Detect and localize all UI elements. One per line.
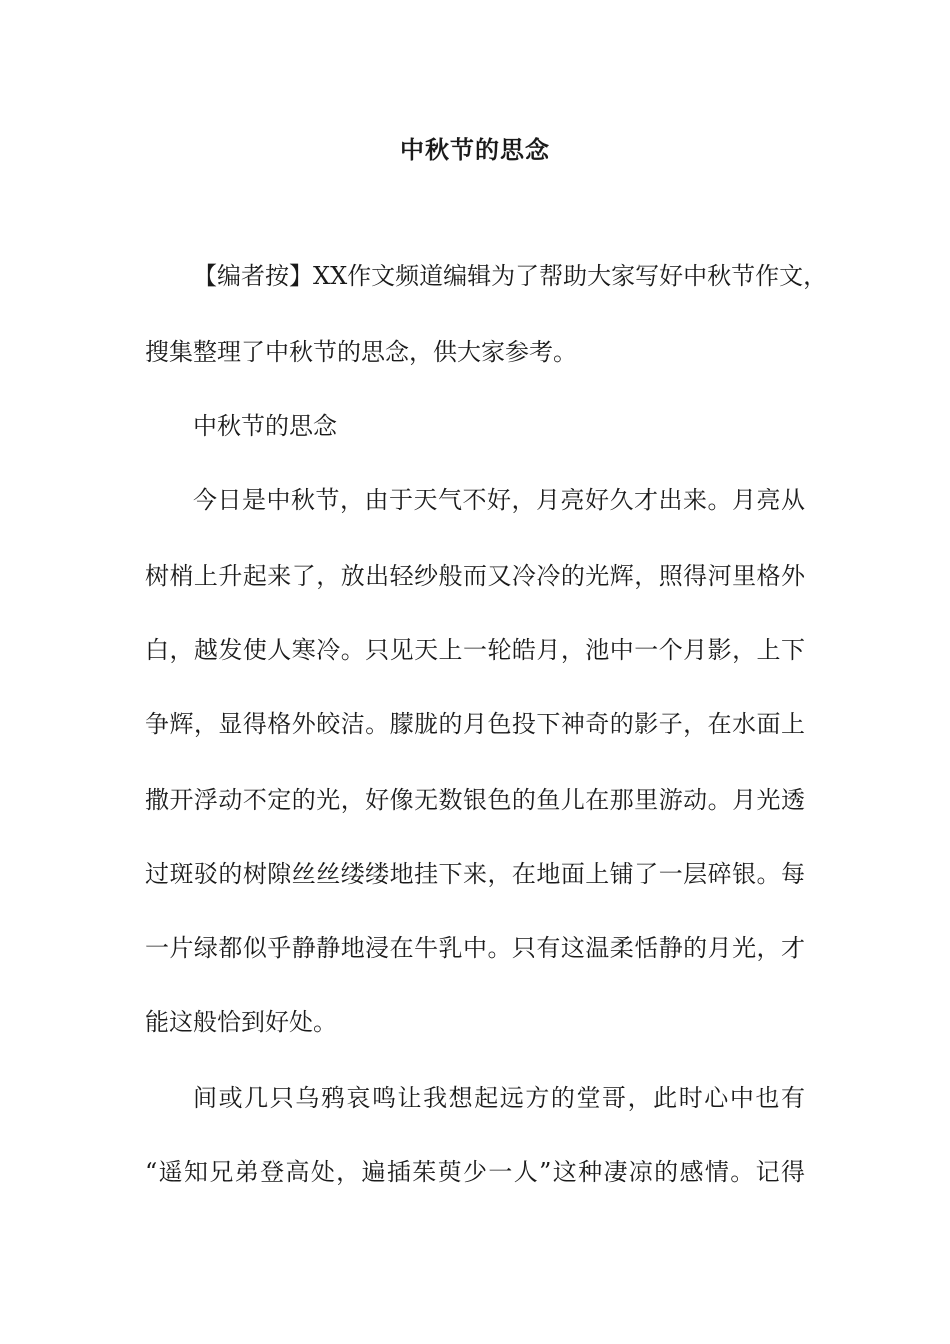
paragraph-2-line-2: “遥知兄弟登高处，遍插茱萸少一人”这种凄凉的感情。记得: [145, 1158, 805, 1186]
paragraph-1-line-3: 白，越发使人寒冷。只见天上一轮皓月，池中一个月影，上下: [145, 636, 805, 664]
document-title: 中秋节的思念: [400, 135, 550, 164]
paragraph-1-line-4: 争辉，显得格外皎洁。朦胧的月色投下神奇的影子，在水面上: [145, 710, 805, 738]
paragraph-1-line-6: 过斑驳的树隙丝丝缕缕地挂下来，在地面上铺了一层碎银。每: [145, 860, 805, 888]
paragraph-1-line-7: 一片绿都似乎静静地浸在牛乳中。只有这温柔恬静的月光，才: [145, 934, 805, 962]
editor-note-line-2: 搜集整理了中秋节的思念，供大家参考。: [145, 338, 577, 366]
subtitle-line: 中秋节的思念: [193, 412, 337, 440]
paragraph-2-line-1: 间或几只乌鸦哀鸣让我想起远方的堂哥，此时心中也有: [193, 1084, 805, 1112]
paragraph-1-line-5: 撒开浮动不定的光，好像无数银色的鱼儿在那里游动。月光透: [145, 786, 805, 814]
paragraph-1-line-8: 能这般恰到好处。: [145, 1008, 337, 1036]
paragraph-1-line-1: 今日是中秋节，由于天气不好，月亮好久才出来。月亮从: [193, 486, 805, 514]
editor-note-line-1: 【编者按】XX作文频道编辑为了帮助大家写好中秋节作文，: [193, 262, 828, 290]
paragraph-1-line-2: 树梢上升起来了，放出轻纱般而又冷冷的光辉，照得河里格外: [145, 562, 805, 590]
